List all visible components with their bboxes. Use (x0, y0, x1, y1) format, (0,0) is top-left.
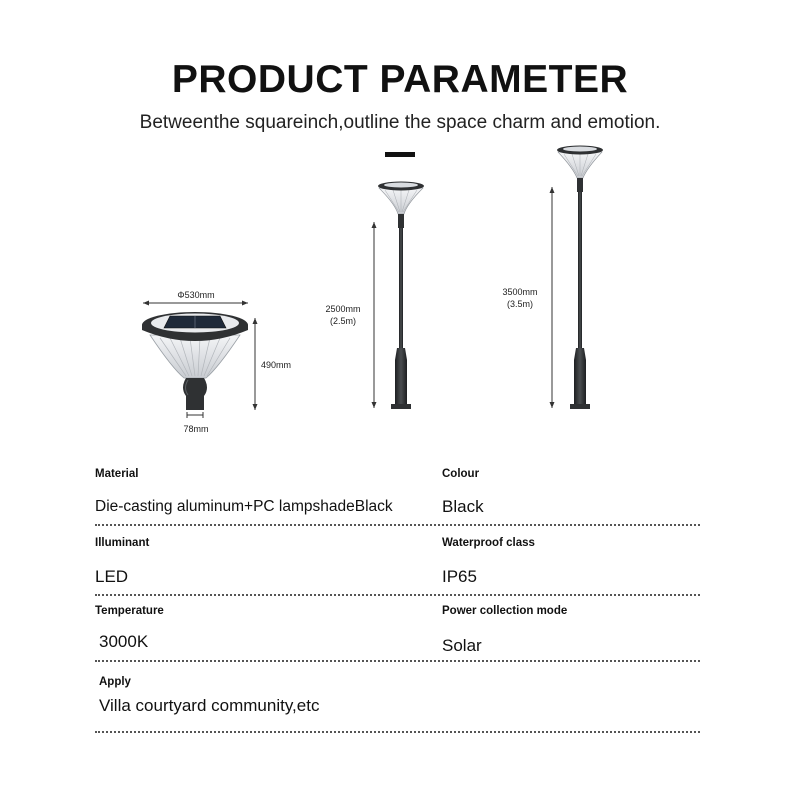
tall-pole-height-label: 3500mm (502, 287, 538, 297)
waterproof-label: Waterproof class (442, 537, 535, 549)
pole-lamp-3500-drawing (550, 146, 604, 410)
pole-lamp-2500-drawing (372, 182, 425, 410)
colour-label: Colour (442, 468, 480, 480)
material-label: Material (95, 468, 139, 480)
lamp-head-drawing (142, 301, 258, 419)
socket-width-label: 78mm (183, 424, 209, 434)
temperature-value: 3000K (99, 632, 149, 651)
short-pole-height-label: 2500mm (325, 304, 361, 314)
divider (95, 660, 700, 662)
power-value: Solar (442, 636, 482, 655)
power-label: Power collection mode (442, 605, 568, 617)
colour-value: Black (442, 497, 484, 516)
waterproof-value: IP65 (442, 567, 477, 586)
tall-pole-height-m-label: (3.5m) (506, 299, 533, 309)
divider (95, 594, 700, 596)
head-diameter-label: Φ530mm (177, 290, 215, 300)
material-value: Die-casting aluminum+PC lampshadeBlack (95, 498, 393, 515)
illuminant-label: Illuminant (95, 537, 150, 549)
divider (95, 524, 700, 526)
page-title: PRODUCT PARAMETER (171, 58, 629, 101)
page-subtitle: Betweenthe squareinch,outline the space charm and emotion. (139, 112, 661, 133)
apply-value: Villa courtyard community,etc (99, 696, 320, 715)
illuminant-value: LED (95, 567, 129, 586)
head-height-label: 490mm (261, 360, 292, 370)
apply-label: Apply (99, 676, 131, 688)
short-pole-height-m-label: (2.5m) (329, 316, 356, 326)
temperature-label: Temperature (95, 605, 164, 617)
divider (95, 731, 700, 733)
